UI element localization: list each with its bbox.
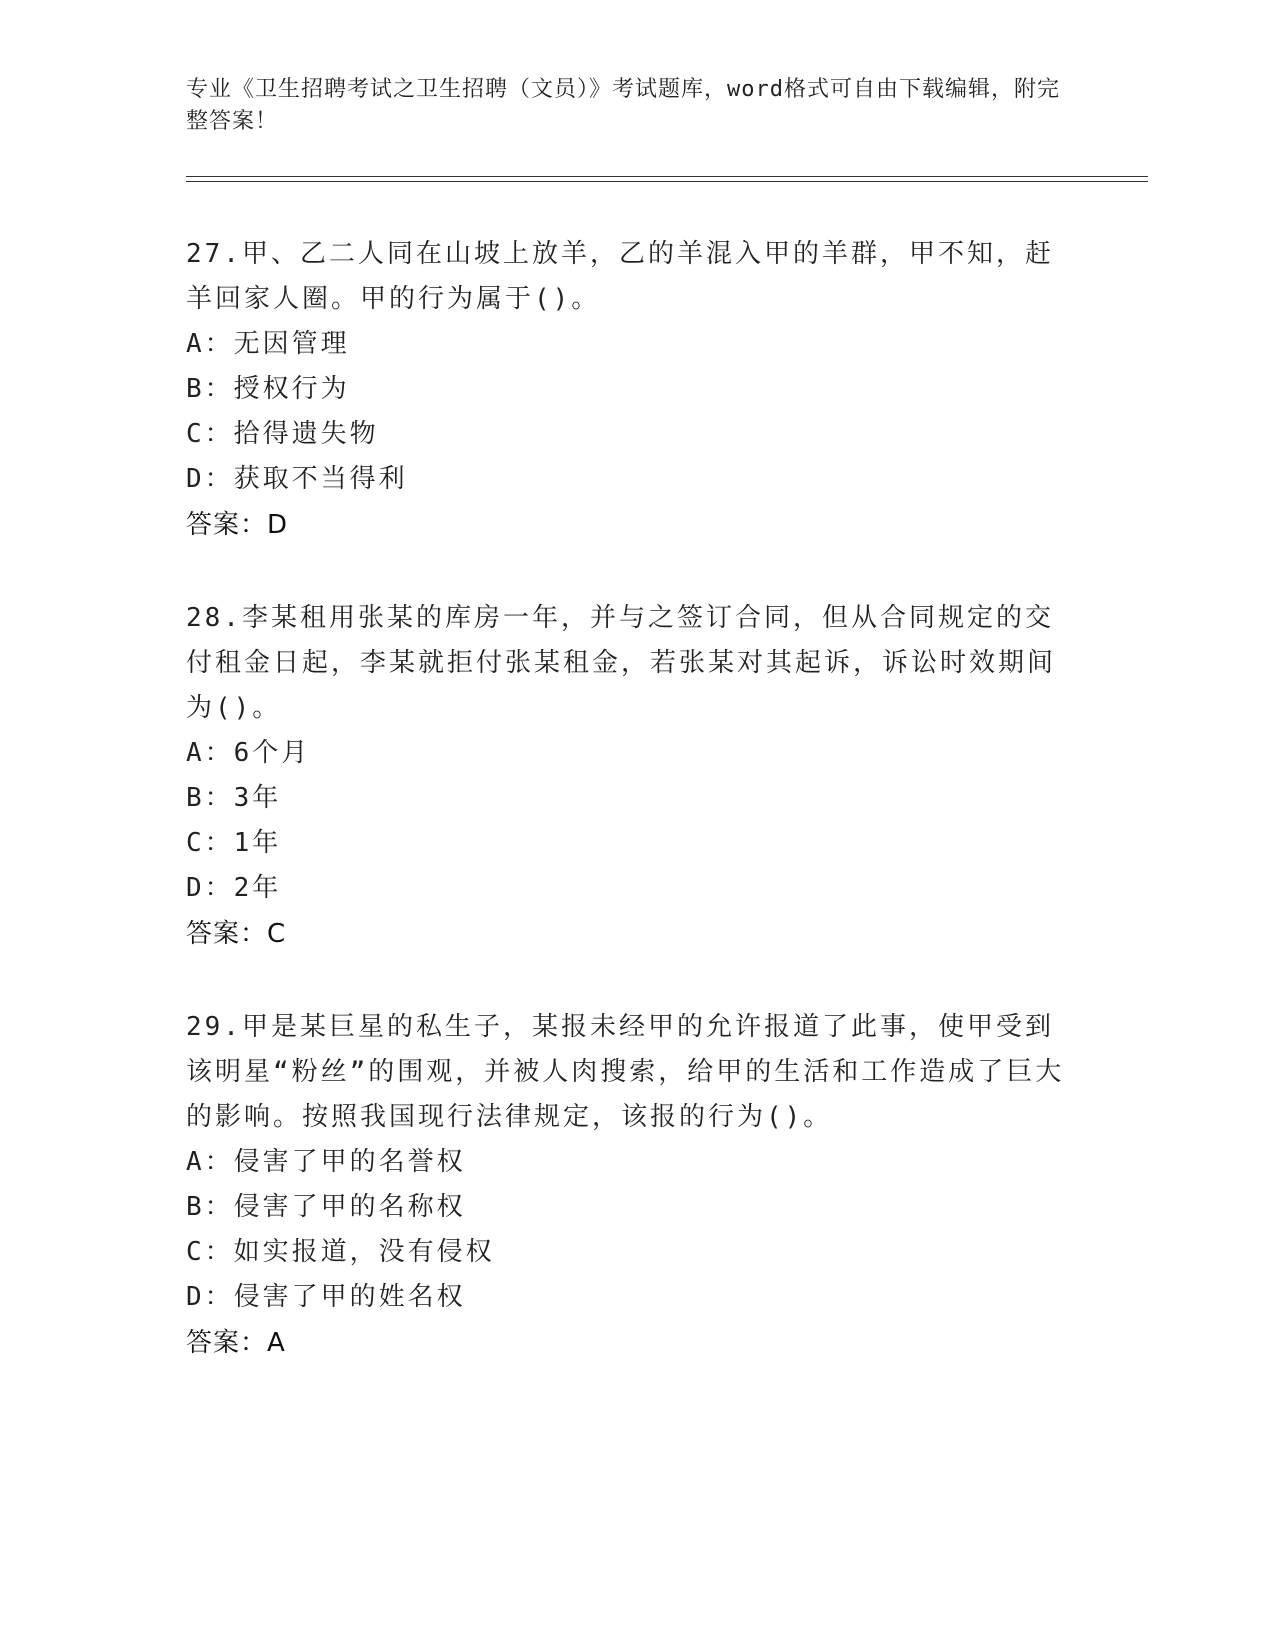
option-b: B：授权行为	[186, 374, 350, 404]
option-d: D：侵害了甲的姓名权	[186, 1282, 466, 1312]
option-d: D：2年	[186, 873, 282, 903]
question-29	[186, 1005, 1066, 1366]
question-stem: 28.李某租用张某的库房一年，并与之签订合同，但从合同规定的交付租金日起，李某就拒付张某租金，若张某对其起诉，诉讼时效期间为()。	[186, 603, 1057, 723]
question-28	[186, 596, 1066, 957]
header-divider-bottom	[186, 181, 1148, 182]
option-a: A：6个月	[186, 738, 311, 768]
answer: 答案：C	[186, 919, 287, 949]
question-stem: 27.甲、乙二人同在山坡上放羊，乙的羊混入甲的羊群，甲不知，赶羊回家人圈。甲的行为属于()。	[186, 239, 1054, 314]
option-d: D：获取不当得利	[186, 464, 408, 494]
option-b: B：3年	[186, 783, 282, 813]
question-27	[186, 232, 1066, 548]
answer: 答案：D	[186, 510, 289, 540]
option-a: A：侵害了甲的名誉权	[186, 1147, 466, 1177]
option-c: C：1年	[186, 828, 282, 858]
answer: 答案：A	[186, 1328, 286, 1358]
option-b: B：侵害了甲的名称权	[186, 1192, 466, 1222]
option-c: C：拾得遗失物	[186, 419, 379, 449]
option-a: A：无因管理	[186, 329, 350, 359]
header-divider-top	[186, 176, 1148, 177]
document-header: 专业《卫生招聘考试之卫生招聘（文员）》考试题库，word格式可自由下载编辑，附完整答案！	[186, 77, 1060, 134]
question-stem: 29.甲是某巨星的私生子，某报未经甲的允许报道了此事，使甲受到该明星“粉丝”的围观，并被人肉搜索，给甲的生活和工作造成了巨大的影响。按照我国现行法律规定，该报的行为()。	[186, 1012, 1065, 1132]
option-c: C：如实报道，没有侵权	[186, 1237, 495, 1267]
